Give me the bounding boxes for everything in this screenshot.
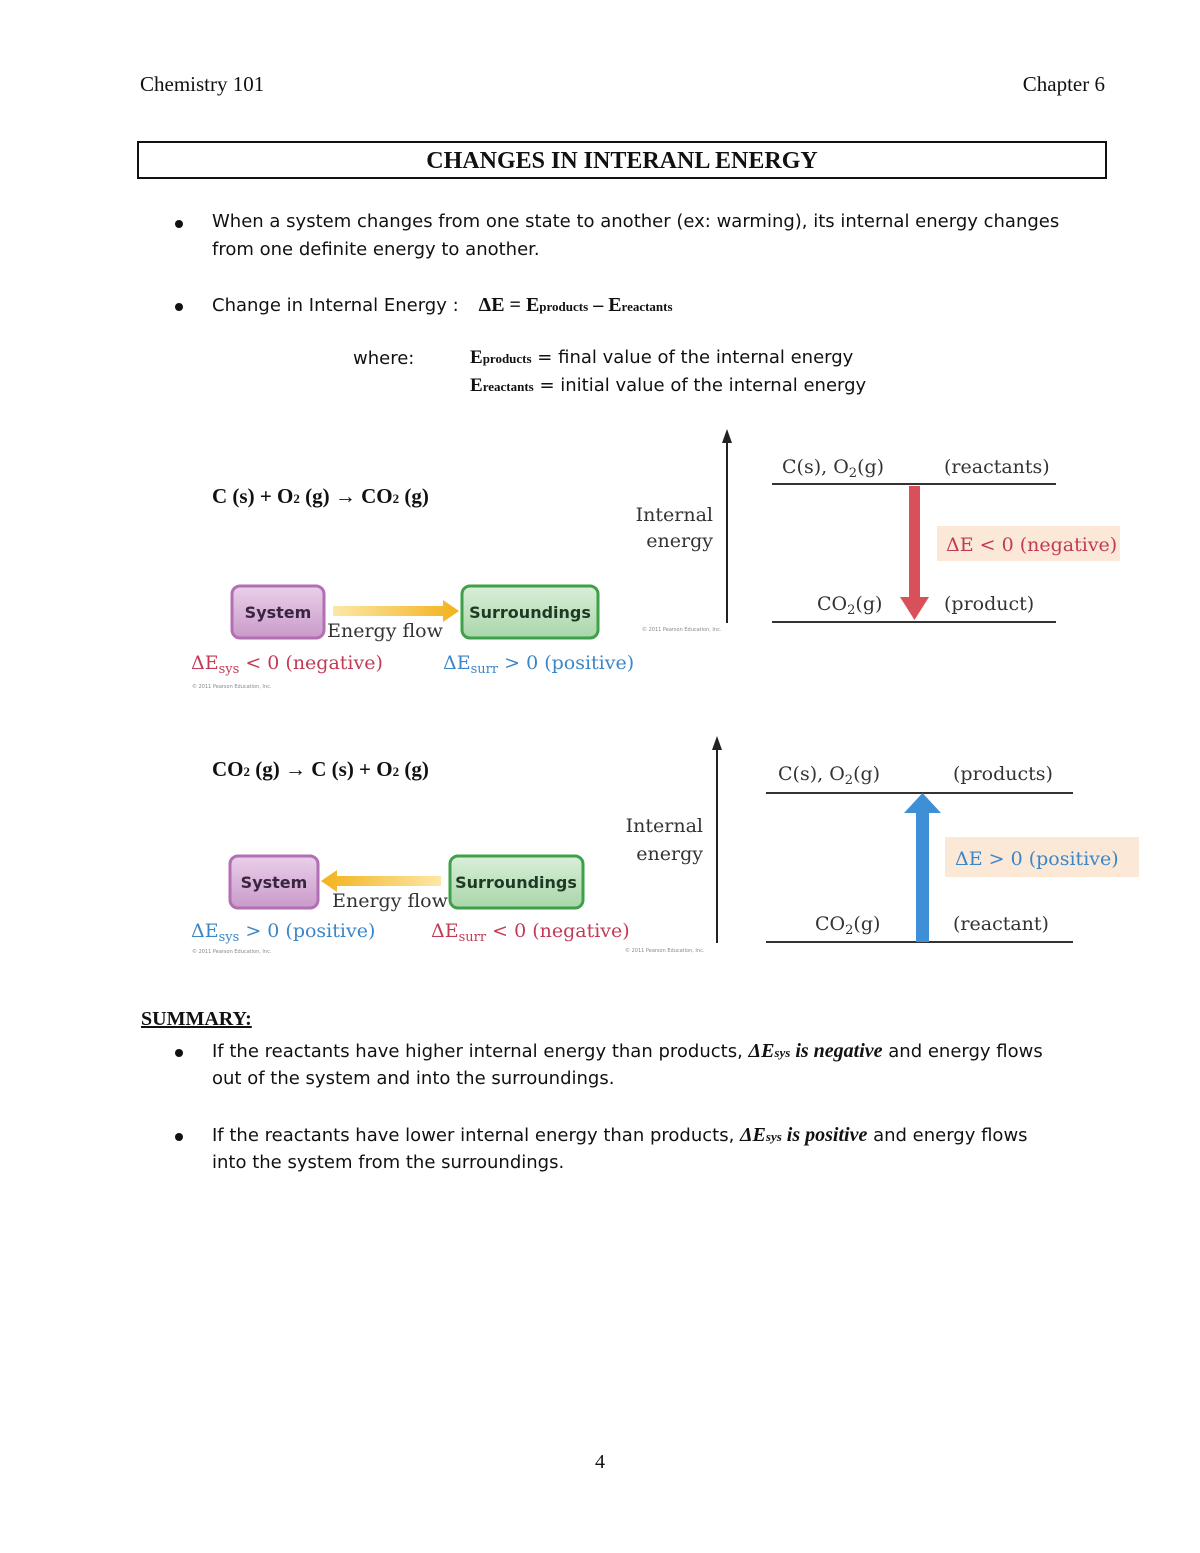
reaction-1-equation	[212, 484, 429, 509]
bottom-species	[815, 913, 880, 938]
species-text: (g)	[853, 763, 881, 785]
summary-bullet-2-line-1	[212, 1121, 1028, 1151]
copyright-note: © 2011 Pearson Education, Inc.	[192, 949, 272, 955]
species-text: (g)	[857, 456, 885, 478]
bottom-species	[817, 593, 882, 618]
species-text: (g)	[853, 913, 881, 935]
summary-bullet-1-line-1	[212, 1037, 1043, 1067]
surroundings-label: Surroundings	[455, 873, 577, 892]
delta-e-negative-label: ΔE < 0 (negative)	[946, 534, 1118, 556]
summary-emphasis: is negative	[790, 1040, 883, 1062]
system-label: System	[240, 873, 308, 892]
formula-minus-e: – E	[588, 294, 622, 316]
delta-sign: > 0 (positive)	[498, 652, 635, 674]
summary-text: and energy flows	[867, 1125, 1028, 1146]
chapter-label: Chapter 6	[1022, 72, 1105, 96]
course-name: Chemistry 101	[140, 72, 265, 96]
where-sub-products: products	[482, 351, 532, 366]
eq-subscript: 2	[243, 764, 250, 779]
where-reactants-text: = initial value of the internal energy	[533, 375, 867, 396]
delta-symbol: ΔE	[431, 920, 459, 942]
species-text: C(s), O	[782, 456, 849, 478]
summary-bullet-2-line-2: into the system from the surroundings.	[212, 1152, 565, 1173]
top-role: (reactants)	[944, 456, 1050, 478]
energy-decrease-arrow-shaft	[909, 486, 920, 600]
energy-flow-label: Energy flow	[327, 620, 443, 642]
eq-part: C (s) + O	[212, 484, 294, 508]
summary-text: and energy flows	[882, 1041, 1043, 1062]
bullet-dot	[175, 303, 183, 311]
summary-sub: sys	[765, 1129, 782, 1144]
eq-subscript: 2	[293, 491, 300, 506]
top-species	[782, 456, 884, 481]
where-reactants-def	[470, 375, 866, 397]
bottom-role: (reactant)	[953, 913, 1049, 935]
axis-arrowhead	[712, 736, 722, 750]
summary-bullet-1	[175, 1037, 1135, 1097]
species-subscript: 2	[848, 466, 858, 481]
delta-sign: < 0 (negative)	[486, 920, 630, 942]
species-text: C(s), O	[778, 763, 845, 785]
eq-part: (g) → CO	[299, 484, 393, 508]
bullet-dot	[175, 1049, 183, 1057]
where-label: where:	[353, 348, 415, 369]
energy-flow-arrow-left	[321, 870, 441, 892]
delta-subscript: sys	[218, 662, 240, 677]
axis-label-line-1: Internal	[625, 815, 703, 837]
delta-sign: < 0 (negative)	[239, 652, 383, 674]
energy-flow-label: Energy flow	[332, 890, 448, 912]
summary-emphasis: is positive	[781, 1124, 868, 1146]
formula-delta-e: ΔE = E	[478, 294, 540, 316]
energy-flow-arrow-right	[333, 600, 459, 622]
delta-sign: > 0 (positive)	[239, 920, 376, 942]
delta-e-surr-1	[443, 652, 634, 677]
intro-bullet-2	[175, 291, 875, 323]
where-products-def	[470, 347, 853, 369]
summary-sub: sys	[774, 1045, 791, 1060]
page-number: 4	[595, 1451, 605, 1473]
eq-part: (g) → C (s) + O	[250, 757, 393, 781]
delta-symbol: ΔE	[443, 652, 471, 674]
summary-text: If the reactants have lower internal energy than products,	[212, 1125, 741, 1146]
species-text: (g)	[855, 593, 883, 615]
intro-bullet-1-line-2: from one definite energy to another.	[212, 239, 540, 260]
energy-decrease-arrowhead	[900, 597, 929, 620]
delta-symbol: ΔE	[191, 920, 219, 942]
summary-delta: ΔE	[740, 1124, 766, 1146]
summary-bullet-2	[175, 1121, 1135, 1181]
summary-bullet-1-line-2: out of the system and into the surroundings.	[212, 1068, 615, 1089]
eq-subscript: 2	[392, 764, 400, 779]
summary-heading: SUMMARY:	[141, 1008, 252, 1030]
species-subscript: 2	[845, 923, 854, 938]
summary-text: If the reactants have higher internal energy than products,	[212, 1041, 749, 1062]
reaction-2-equation	[212, 757, 429, 782]
top-role: (products)	[953, 763, 1053, 785]
summary-delta: ΔE	[748, 1040, 775, 1062]
energy-level-diagram-2	[615, 730, 1145, 955]
formula-label: Change in Internal Energy :	[212, 295, 459, 316]
where-e: E	[470, 375, 483, 396]
page-title: CHANGES IN INTERANL ENERGY	[137, 141, 1107, 179]
top-species	[778, 763, 880, 788]
surroundings-label: Surroundings	[469, 603, 591, 622]
eq-part: (g)	[399, 757, 429, 781]
delta-subscript: surr	[458, 930, 487, 945]
delta-e-sys-1	[191, 652, 383, 677]
copyright-note: © 2011 Pearson Education, Inc.	[625, 948, 705, 954]
formula-sub-reactants: reactants	[621, 299, 673, 314]
where-products-text: = final value of the internal energy	[531, 347, 854, 368]
energy-flow-diagram-2	[185, 845, 635, 965]
energy-increase-arrowhead	[904, 793, 941, 813]
energy-increase-arrow-shaft	[916, 811, 929, 942]
bottom-role: (product)	[944, 593, 1035, 615]
bullet-dot	[175, 1133, 183, 1141]
intro-bullet-1	[175, 208, 1135, 268]
energy-change-formula	[212, 291, 673, 321]
delta-subscript: surr	[470, 662, 499, 677]
delta-symbol: ΔE	[191, 652, 219, 674]
axis-label-line-2: energy	[636, 843, 703, 865]
bullet-dot	[175, 220, 183, 228]
where-sub-reactants: reactants	[482, 379, 534, 394]
species-subscript: 2	[847, 603, 856, 618]
delta-e-sys-2	[191, 920, 375, 945]
axis-label-line-1: Internal	[635, 504, 713, 526]
axis-arrowhead	[722, 429, 732, 443]
intro-bullet-1-line-1: When a system changes from one state to another (ex: warming), its internal energy changes	[212, 211, 1060, 232]
where-e: E	[470, 347, 483, 368]
eq-part: (g)	[399, 484, 429, 508]
axis-label-line-2: energy	[646, 530, 713, 552]
system-label: System	[244, 603, 312, 622]
eq-part: CO	[212, 757, 244, 781]
species-text: CO	[817, 593, 848, 615]
delta-e-surr-2	[431, 920, 630, 945]
delta-subscript: sys	[218, 930, 240, 945]
delta-e-positive-label: ΔE > 0 (positive)	[955, 848, 1119, 870]
species-text: CO	[815, 913, 846, 935]
eq-subscript: 2	[392, 491, 400, 506]
species-subscript: 2	[844, 773, 854, 788]
formula-sub-products: products	[539, 299, 589, 314]
copyright-note: © 2011 Pearson Education, Inc.	[192, 684, 272, 690]
copyright-note: © 2011 Pearson Education, Inc.	[642, 627, 722, 633]
energy-level-diagram-1	[630, 425, 1130, 635]
energy-flow-diagram-1	[185, 575, 635, 695]
